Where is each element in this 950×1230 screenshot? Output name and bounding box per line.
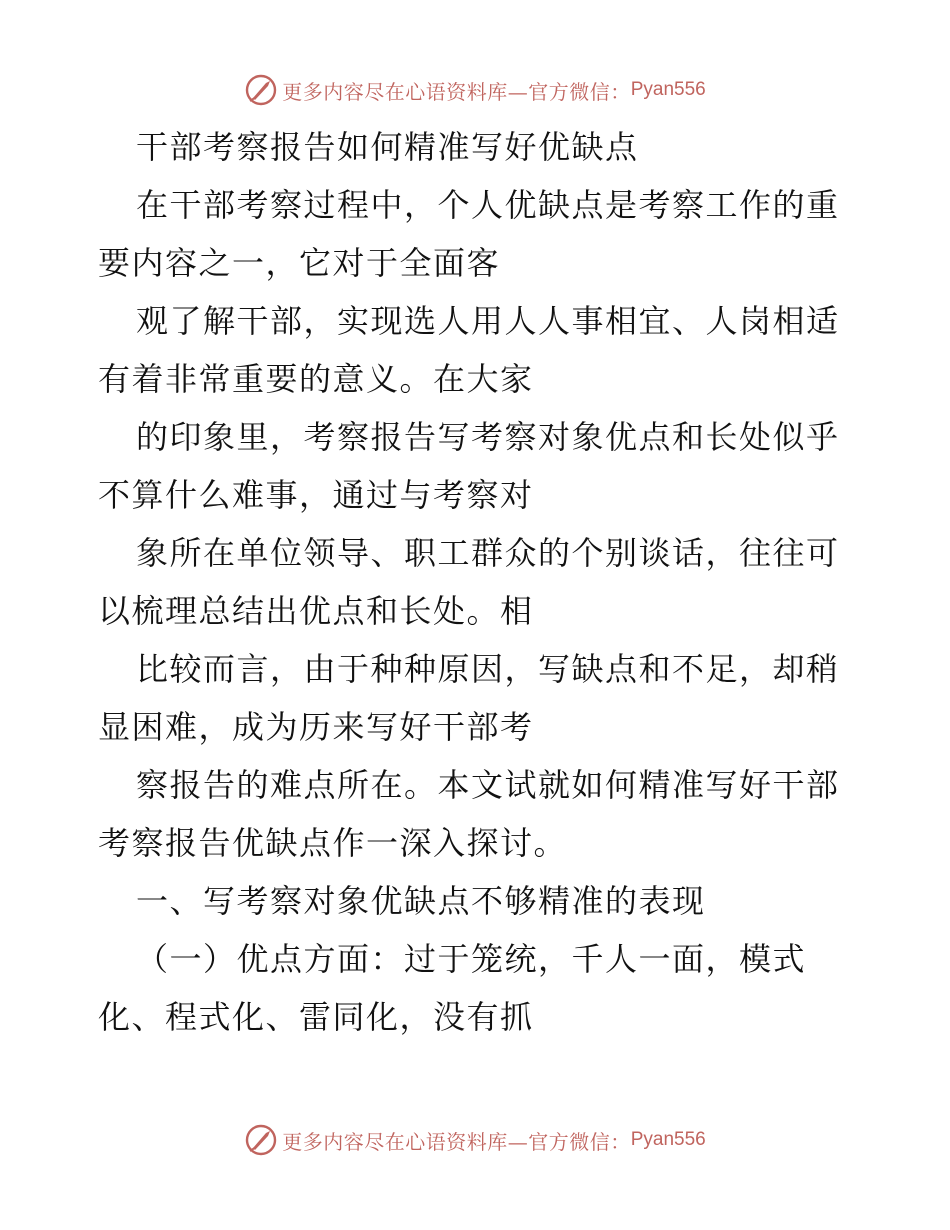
watermark-text: 更多内容尽在心语资料库—官方微信： [282,79,631,104]
quill-in-circle-icon [244,73,278,107]
watermark-wechat-id: Pyan556 [630,79,706,100]
paragraph-4 [98,524,858,640]
paragraph-3-line-2: 不算什么难事，通过与考察对 [98,476,534,514]
paragraph-6-line-1: 察报告的难点所在。本文试就如何精准写好干部 [136,766,840,804]
paragraph-1 [98,176,858,292]
watermark-footer [0,1120,950,1160]
paragraph-1-line-1: 在干部考察过程中，个人优缺点是考察工作的重 [136,186,840,224]
paragraph-6-line-2: 考察报告优缺点作一深入探讨。 [98,824,568,862]
paragraph-4-line-2: 以梳理总结出优点和长处。相 [98,592,534,630]
paragraph-3-line-1: 的印象里，考察报告写考察对象优点和长处似乎 [136,418,840,456]
quill-in-circle-icon [244,1123,278,1157]
paragraph-2-line-1: 观了解干部，实现选人用人人事相宜、人岗相适 [136,302,840,340]
watermark-header [0,70,950,110]
paragraph-4-line-1: 象所在单位领导、职工群众的个别谈话，往往可 [136,534,840,572]
paragraph-5-line-2: 显困难，成为历来写好干部考 [98,708,534,746]
subsection-1-line-2: 化、程式化、雷同化，没有抓 [98,998,534,1036]
document-body [98,118,858,1046]
subsection-1-line-1: （一）优点方面：过于笼统，千人一面，模式 [136,940,807,978]
subsection-1 [98,930,858,1046]
watermark-text: 更多内容尽在心语资料库—官方微信： [282,1129,631,1154]
paragraph-5 [98,640,858,756]
paragraph-2-line-2: 有着非常重要的意义。在大家 [98,360,534,398]
paragraph-3 [98,408,858,524]
section-heading-1: 一、写考察对象优缺点不够精准的表现 [136,882,706,920]
paragraph-5-line-1: 比较而言，由于种种原因，写缺点和不足，却稍 [136,650,840,688]
paragraph-6 [98,756,858,872]
watermark-wechat-id: Pyan556 [630,1129,706,1150]
document-title: 干部考察报告如何精准写好优缺点 [136,128,639,166]
paragraph-2 [98,292,858,408]
paragraph-1-line-2: 要内容之一，它对于全面客 [98,244,501,282]
